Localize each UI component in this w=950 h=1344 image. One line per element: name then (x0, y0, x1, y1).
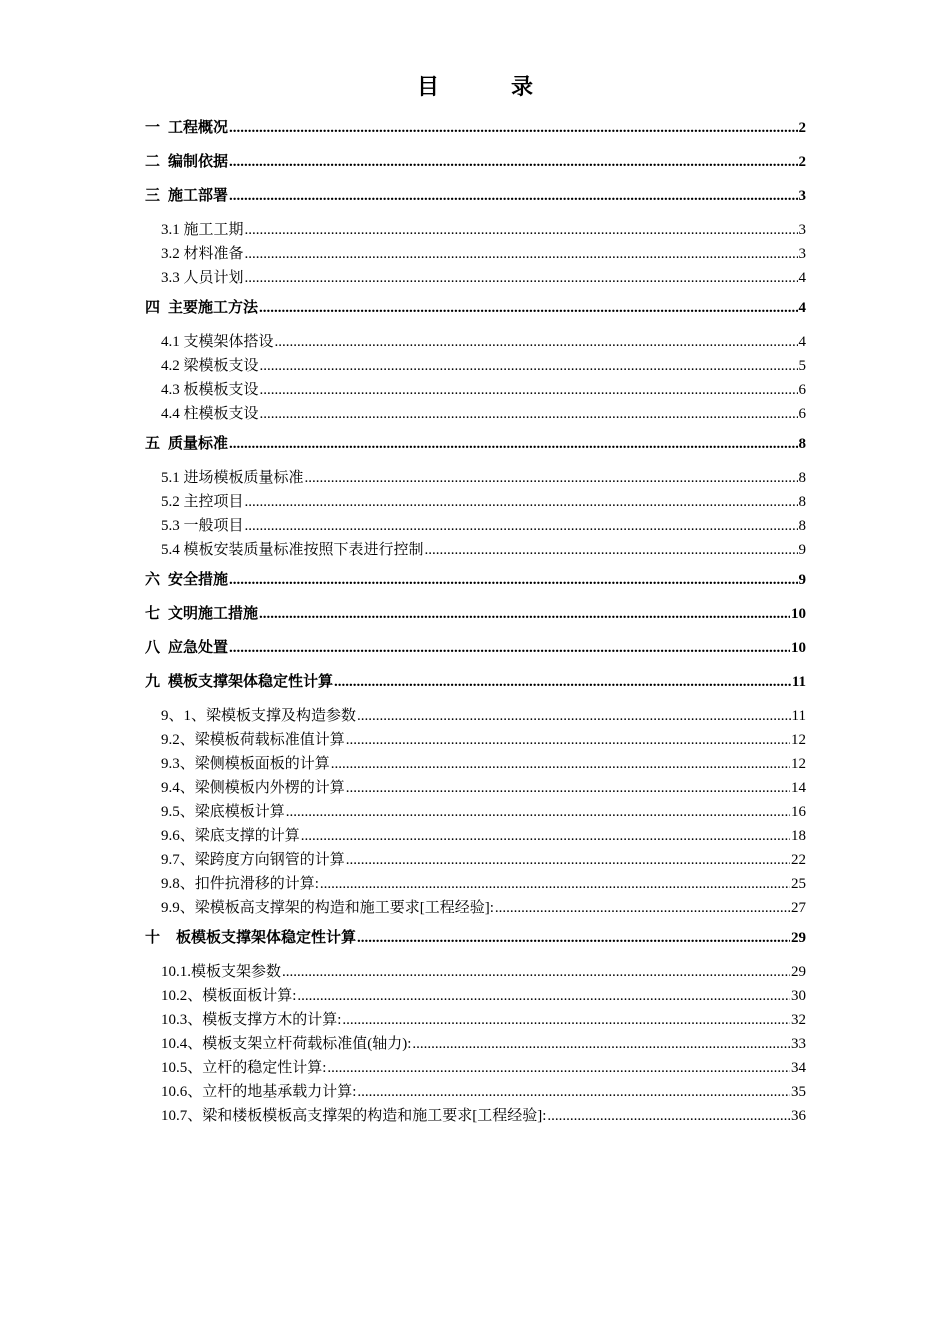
toc-subsection-entry[interactable] (145, 492, 806, 512)
toc-leader-dots (260, 356, 798, 376)
toc-entry-label: 10.6、立杆的地基承载力计算: (161, 1084, 357, 1100)
toc-page-number: 4 (798, 300, 806, 316)
toc-leader-dots (282, 962, 790, 982)
toc-page-number: 11 (791, 674, 806, 690)
toc-entry-label: 应急处置 (168, 640, 229, 656)
toc-page-number: 10 (791, 606, 806, 622)
toc-entry-label: 板模板支撑架体稳定性计算 (176, 930, 357, 946)
toc-subsection-entry[interactable] (145, 802, 806, 822)
toc-section-entry[interactable] (145, 570, 806, 594)
toc-subsection-entry[interactable] (145, 730, 806, 750)
toc-entry-label: 4.4 柱模板支设 (161, 406, 259, 422)
toc-page-number: 11 (791, 708, 806, 724)
toc-subsection-entry[interactable] (145, 850, 806, 870)
toc-leader-dots (305, 468, 798, 488)
toc-entry-label: 4.2 梁模板支设 (161, 358, 259, 374)
toc-subsection-entry[interactable] (145, 962, 806, 982)
toc-entry-label: 9.6、梁底支撑的计算 (161, 828, 300, 844)
toc-leader-dots (495, 898, 790, 918)
toc-subsection-entry[interactable] (145, 356, 806, 376)
toc-page-number: 30 (791, 988, 806, 1004)
toc-leader-dots (259, 298, 797, 318)
toc-leader-dots (260, 404, 798, 424)
toc-subsection-entry[interactable] (145, 332, 806, 352)
toc-subsection-entry[interactable] (145, 1034, 806, 1054)
toc-page-number: 9 (798, 542, 806, 558)
toc-entry-label: 质量标准 (168, 436, 229, 452)
toc-subsection-entry[interactable] (145, 220, 806, 240)
toc-leader-dots (229, 570, 797, 590)
toc-entry-label: 10.1.模板支架参数 (161, 964, 282, 980)
toc-entry-label: 5.1 进场模板质量标准 (161, 470, 304, 486)
toc-section-number: 四 (145, 300, 161, 316)
toc-page-number: 32 (791, 1012, 806, 1028)
toc-page-number: 2 (798, 120, 806, 136)
toc-entry-label: 9、1、梁模板支撑及构造参数 (161, 708, 357, 724)
toc-subsection-entry[interactable] (145, 754, 806, 774)
toc-page-number: 10 (791, 640, 806, 656)
toc-entry-label: 主要施工方法 (168, 300, 259, 316)
toc-page-number: 29 (791, 964, 806, 980)
toc-entry-label: 10.7、梁和楼板模板高支撑架的构造和施工要求[工程经验]: (161, 1108, 547, 1124)
toc-page-number: 4 (798, 270, 806, 286)
toc-entry-label: 10.4、模板支架立杆荷载标准值(轴力): (161, 1036, 412, 1052)
toc-section-entry[interactable] (145, 928, 806, 952)
toc-section-number: 七 (145, 606, 161, 622)
toc-leader-dots (297, 986, 790, 1006)
toc-subsection-entry[interactable] (145, 1106, 806, 1126)
toc-page-number: 6 (798, 406, 806, 422)
toc-entry-label: 安全措施 (168, 572, 229, 588)
toc-section-entry[interactable] (145, 604, 806, 628)
toc-section-number: 五 (145, 436, 161, 452)
toc-section-number: 十 (145, 930, 161, 946)
toc-section-entry[interactable] (145, 672, 806, 696)
toc-page-number: 8 (798, 436, 806, 452)
toc-subsection-entry[interactable] (145, 826, 806, 846)
toc-section-number: 二 (145, 154, 161, 170)
toc-page-number: 3 (798, 246, 806, 262)
toc-entry-label: 9.7、梁跨度方向钢管的计算 (161, 852, 345, 868)
toc-section-number: 三 (145, 188, 161, 204)
toc-leader-dots (245, 516, 798, 536)
toc-subsection-entry[interactable] (145, 1058, 806, 1078)
toc-entry-label: 4.3 板模板支设 (161, 382, 259, 398)
toc-subsection-entry[interactable] (145, 516, 806, 536)
toc-entry-label: 5.4 模板安装质量标准按照下表进行控制 (161, 542, 424, 558)
toc-page-number: 12 (791, 732, 806, 748)
toc-entry-label: 3.1 施工工期 (161, 222, 244, 238)
toc-entry-label: 施工部署 (168, 188, 229, 204)
toc-subsection-entry[interactable] (145, 244, 806, 264)
toc-subsection-entry[interactable] (145, 1010, 806, 1030)
toc-page-number: 33 (791, 1036, 806, 1052)
toc-entry-label: 5.2 主控项目 (161, 494, 244, 510)
toc-leader-dots (357, 1082, 790, 1102)
toc-page-number: 27 (791, 900, 806, 916)
toc-entry-label: 9.5、梁底模板计算 (161, 804, 285, 820)
toc-page-number: 3 (798, 188, 806, 204)
toc-leader-dots (320, 874, 790, 894)
toc-section-number: 八 (145, 640, 161, 656)
toc-entry-label: 9.3、梁侧模板面板的计算 (161, 756, 330, 772)
toc-leader-dots (245, 268, 798, 288)
toc-leader-dots (286, 802, 790, 822)
toc-entry-label: 3.3 人员计划 (161, 270, 244, 286)
toc-entry-label: 9.8、扣件抗滑移的计算: (161, 876, 319, 892)
table-of-contents (145, 118, 806, 1126)
toc-section-entry[interactable] (145, 118, 806, 142)
toc-subsection-entry[interactable] (145, 268, 806, 288)
toc-leader-dots (229, 152, 797, 172)
toc-section-entry[interactable] (145, 638, 806, 662)
toc-entry-label: 编制依据 (168, 154, 229, 170)
toc-entry-label: 10.2、模板面板计算: (161, 988, 297, 1004)
toc-page-number: 22 (791, 852, 806, 868)
toc-page-number: 3 (798, 222, 806, 238)
toc-entry-label: 9.9、梁模板高支撑架的构造和施工要求[工程经验]: (161, 900, 494, 916)
toc-page-number: 14 (791, 780, 806, 796)
toc-page-number: 34 (791, 1060, 806, 1076)
toc-page-number: 12 (791, 756, 806, 772)
toc-leader-dots (259, 604, 790, 624)
toc-section-entry[interactable] (145, 186, 806, 210)
toc-title-char-1: 目 (416, 74, 439, 99)
toc-page-number: 16 (791, 804, 806, 820)
toc-leader-dots (346, 850, 790, 870)
toc-subsection-entry[interactable] (145, 540, 806, 560)
toc-leader-dots (425, 540, 798, 560)
toc-subsection-entry[interactable] (145, 706, 806, 726)
toc-page-number: 2 (798, 154, 806, 170)
toc-leader-dots (342, 1010, 790, 1030)
toc-leader-dots (301, 826, 790, 846)
toc-leader-dots (229, 118, 797, 138)
toc-entry-label: 9.2、梁模板荷载标准值计算 (161, 732, 345, 748)
toc-entry-label: 9.4、梁侧模板内外楞的计算 (161, 780, 345, 796)
toc-section-number: 一 (145, 120, 161, 136)
toc-section-number: 六 (145, 572, 161, 588)
toc-subsection-entry[interactable] (145, 404, 806, 424)
toc-leader-dots (245, 220, 798, 240)
toc-subsection-entry[interactable] (145, 778, 806, 798)
toc-leader-dots (346, 730, 790, 750)
toc-title (0, 70, 950, 101)
toc-subsection-entry[interactable] (145, 468, 806, 488)
toc-subsection-entry[interactable] (145, 986, 806, 1006)
toc-section-number: 九 (145, 674, 161, 690)
toc-page-number: 35 (791, 1084, 806, 1100)
toc-leader-dots (275, 332, 798, 352)
toc-entry-label: 3.2 材料准备 (161, 246, 244, 262)
toc-leader-dots (229, 186, 797, 206)
toc-leader-dots (245, 492, 798, 512)
toc-subsection-entry[interactable] (145, 1082, 806, 1102)
toc-subsection-entry[interactable] (145, 380, 806, 400)
toc-section-entry[interactable] (145, 434, 806, 458)
toc-entry-label: 4.1 支模架体搭设 (161, 334, 274, 350)
toc-subsection-entry[interactable] (145, 874, 806, 894)
toc-leader-dots (547, 1106, 790, 1126)
toc-page-number: 8 (798, 470, 806, 486)
toc-entry-label: 5.3 一般项目 (161, 518, 244, 534)
toc-entry-label: 模板支撑架体稳定性计算 (168, 674, 334, 690)
toc-page-number: 4 (798, 334, 806, 350)
toc-page-number: 18 (791, 828, 806, 844)
toc-leader-dots (260, 380, 798, 400)
toc-entry-label: 10.3、模板支撑方木的计算: (161, 1012, 342, 1028)
toc-title-char-2: 录 (511, 74, 534, 99)
toc-leader-dots (331, 754, 790, 774)
toc-subsection-entry[interactable] (145, 898, 806, 918)
toc-page-number: 25 (791, 876, 806, 892)
toc-leader-dots (229, 638, 790, 658)
toc-page-number: 8 (798, 518, 806, 534)
toc-leader-dots (357, 928, 790, 948)
toc-page-number: 8 (798, 494, 806, 510)
toc-leader-dots (334, 672, 791, 692)
toc-leader-dots (412, 1034, 790, 1054)
toc-leader-dots (327, 1058, 790, 1078)
toc-leader-dots (357, 706, 791, 726)
toc-entry-label: 文明施工措施 (168, 606, 259, 622)
toc-entry-label: 10.5、立杆的稳定性计算: (161, 1060, 327, 1076)
toc-entry-label: 工程概况 (168, 120, 229, 136)
toc-page-number: 9 (798, 572, 806, 588)
toc-leader-dots (229, 434, 797, 454)
toc-section-entry[interactable] (145, 298, 806, 322)
toc-page-number: 5 (798, 358, 806, 374)
toc-page-number: 29 (791, 930, 806, 946)
toc-leader-dots (346, 778, 790, 798)
toc-section-entry[interactable] (145, 152, 806, 176)
toc-page-number: 36 (791, 1108, 806, 1124)
toc-page-number: 6 (798, 382, 806, 398)
toc-leader-dots (245, 244, 798, 264)
